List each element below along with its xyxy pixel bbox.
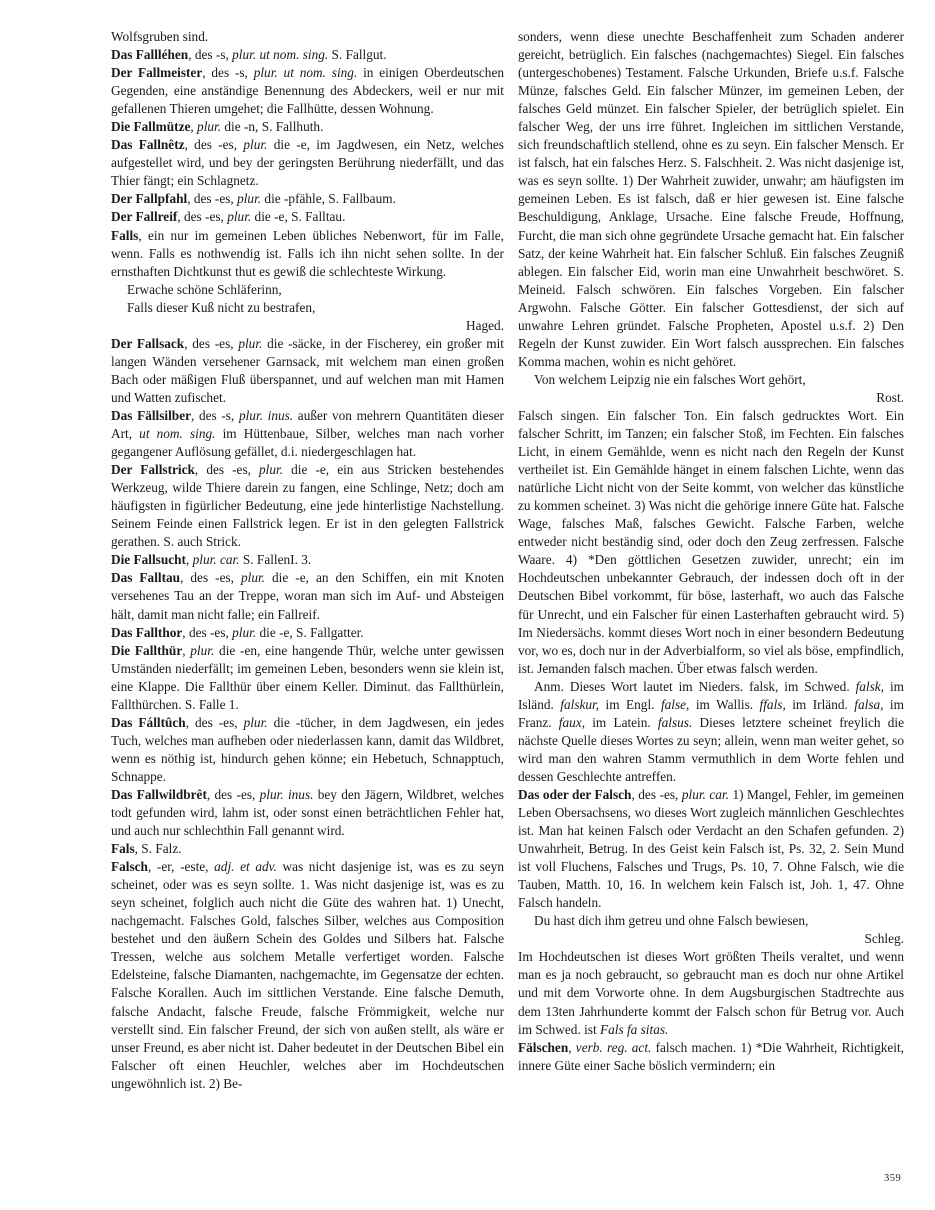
grammar-label: plur. xyxy=(243,137,268,153)
grammar-label: plur. xyxy=(240,570,266,586)
grammar-label: plur. xyxy=(259,462,284,478)
left-column xyxy=(111,28,504,1093)
grammar-label: plur. xyxy=(227,209,252,225)
entry-text: in einigen Oberdeutschen Gegenden, eine anständige Benennung des Abdeckers, weil er nur mit gefallenen Thieren umgehet; die Fallhütte, dessen Wohnung. xyxy=(111,65,505,117)
entry-headword: Der Fallsack xyxy=(111,335,185,351)
note-text: Dieses letztere scheinet freylich die nächste Quelle dieses Wortes zu seyn; allein, wenn man weiter gehet, so wird man den wahren Stamm vermuthlich in dem Worte fehlen und dessen Geschlechte antreffen. xyxy=(518,714,904,784)
grammar-label: adj. et adv. xyxy=(214,859,277,875)
dictionary-entry xyxy=(111,786,504,840)
entry-headword: Das Falltau xyxy=(111,570,181,586)
note-text: Anm. Dieses Wort lautet im Nieders. falsk, im Schwed. xyxy=(534,678,856,694)
entry-headword: Das Fallthor xyxy=(111,624,183,640)
dictionary-entry xyxy=(111,624,504,642)
note-text: im Latein. xyxy=(585,714,658,730)
dictionary-entry xyxy=(111,118,504,136)
verse-line: Falls dieser Kuß nicht zu bestrafen, xyxy=(127,299,316,315)
entry-text: , des -s, xyxy=(191,407,239,423)
paragraph xyxy=(518,948,904,1038)
entry-text: die -e, im Jagdwesen, ein Netz, welches aufgestellet wird, und bey der geringsten Berührung niederfällt, und das Thier fängt; ein Schlagnetz. xyxy=(111,137,504,189)
dictionary-entry xyxy=(111,461,504,551)
dictionary-entry xyxy=(111,136,504,190)
entry-text: S. FallenI. 3. xyxy=(239,552,312,568)
entry-text: die -pfähle, S. Fallbaum. xyxy=(261,191,396,207)
entry-headword: Die Fallmütze xyxy=(111,119,191,135)
entry-headword: Das Fallnêtz xyxy=(111,137,185,153)
entry-text: , des -es, xyxy=(180,570,241,586)
note-text: im Isländ. xyxy=(518,678,904,712)
grammar-label: plur. car. xyxy=(192,552,240,568)
quote-attribution: Rost. xyxy=(876,389,904,405)
dictionary-entry xyxy=(111,208,504,226)
dictionary-entry xyxy=(111,840,504,858)
grammar-label: plur. xyxy=(238,335,263,351)
entry-headword: Der Fallreif xyxy=(111,209,178,225)
foreign-word: faux, xyxy=(558,714,586,730)
grammar-label: plur. xyxy=(237,191,262,207)
dictionary-entry xyxy=(111,46,504,64)
grammar-label: verb. reg. act. xyxy=(575,1039,652,1055)
entry-text: , des -es, xyxy=(194,462,260,478)
grammar-label: plur. ut nom. sing. xyxy=(253,65,358,81)
dictionary-entry xyxy=(111,64,504,118)
note-text: im Engl. xyxy=(599,696,661,712)
note-text: im Franz. xyxy=(518,696,904,730)
dictionary-entry xyxy=(518,786,904,912)
foreign-word: falsa, xyxy=(854,696,884,712)
quote-attribution: Schleg. xyxy=(864,931,904,947)
entry-text: die -en, eine hangende Thür, welche unter gewissen Umständen niederfällt; im gemeinen Leben, besonders wenn sie klein ist, eine Klappe. Die Fallthür über einem Keller. Diminut. das Fallthürlein, Fallthürchen. S. Falle 1. xyxy=(111,642,504,712)
paragraph-text: Falsch singen. Ein falscher Ton. Ein falsch gedrucktes Wort. Ein falscher Schritt, im Tanzen; ein falscher Stoß, im Fechten. Ein falsches Licht, in einem Gemählde, wenn es nicht nach den Regeln der Kunst vertheilet ist. Ein Gemählde hänget in einem falschen Lichte, wenn das natürliche Licht nicht von der Seite kommt, von welcher das künstliche zu kommen scheinet. 3) Was nicht die gehörige innere Güte hat. Falsche Wage, falsches Maß, falsches Gewicht. Falsche Farben, welche entweder nicht beständig sind, oder doch den Zeug zerfressen. Falsche Waare. 4) *Den göttlichen Gesetzen zuwider, unrecht; ein im Hochdeutschen unbekannter Gebrauch, der indessen doch oft in der Deutschen Bibel vorkommt, für böse, lasterhaft, wo auch das Falsche für Unrecht, und ein Falscher für einen Lasterhaften gebraucht wird. 5) Im Niedersächs. kommt dieses Wort noch in einer besondern Bedeutung vor, wo es, doch nur in der Adverbialform, so viel als böse, empfindlich, ist. Jemanden falsch machen. Über etwas falsch werden. xyxy=(518,407,904,676)
note-text: im Wallis. xyxy=(689,696,760,712)
grammar-label: plur. ut nom. sing. xyxy=(232,47,329,63)
dictionary-entry xyxy=(111,551,504,569)
entry-text: die -e, an den Schiffen, ein mit Knoten versehenes Tau an der Treppe, woran man sich im Auf- und Absteigen hält, damit man nicht falle; ein Fallreif. xyxy=(111,570,504,622)
entry-headword: Falsch xyxy=(111,859,148,875)
entry-headword: Der Fallmeister xyxy=(111,65,203,81)
grammar-label: plur. xyxy=(190,642,215,658)
entry-headword: Der Fallstrick xyxy=(111,462,195,478)
quote-attribution: Haged. xyxy=(465,317,504,333)
entry-text: die -e, S. Fallgatter. xyxy=(256,624,364,640)
foreign-word: ffals, xyxy=(759,696,786,712)
entry-text: , des -es, xyxy=(187,191,238,207)
entry-text: , des -s, xyxy=(188,47,233,63)
paragraph xyxy=(111,28,504,46)
paragraph xyxy=(518,407,904,678)
foreign-word: falsus. xyxy=(657,714,693,730)
dictionary-entry xyxy=(111,190,504,208)
foreign-phrase: Fals fa sitas. xyxy=(600,1021,669,1037)
entry-text: S. Fallgut. xyxy=(328,47,387,63)
entry-text: , des -s, xyxy=(202,65,254,81)
entry-headword: Das Fallwildbrêt xyxy=(111,786,207,802)
dictionary-entry xyxy=(111,569,504,623)
entry-text: außer von mehrern Quantitäten dieser Art, xyxy=(111,407,504,442)
entry-text: , des -es, xyxy=(631,786,682,802)
entry-headword: Die Fallthür xyxy=(111,642,183,658)
verse-line: Erwache schöne Schläferinn, xyxy=(127,281,282,297)
entry-text: , xyxy=(190,119,198,135)
entry-text: , des -es, xyxy=(184,137,244,153)
dictionary-entry xyxy=(111,227,504,281)
entry-text: , xyxy=(568,1039,576,1055)
entry-text: , xyxy=(182,642,191,658)
etymology-note xyxy=(518,678,904,786)
paragraph-text: Wolfsgruben sind. xyxy=(111,29,209,44)
grammar-label: ut nom. sing. xyxy=(139,426,216,442)
paragraph xyxy=(518,28,904,371)
entry-headword: Falls xyxy=(111,227,139,243)
paragraph-text: Im Hochdeutschen ist dieses Wort größten Theils veraltet, und wenn man es ja noch gebraucht, so gebraucht man es doch nur ohne Artikel und mit dem Vorworte ohne. In dem Augsburgischen Stadtrechte aus dem 13ten Jahrhunderte kommt der Falsch schon für Betrug vor. Auch im Schwed. ist xyxy=(518,949,904,1037)
entry-headword: Fals xyxy=(111,841,135,857)
entry-text: , des -es, xyxy=(184,335,239,351)
entry-text: im Hüttenbaue, Silber, welches man nach vorher gegangener Auflösung gefället, d.i. niedergeschlagen hat. xyxy=(111,426,504,460)
page-number: 359 xyxy=(884,1173,902,1184)
dictionary-entry xyxy=(111,858,504,1093)
entry-headword: Der Fallpfahl xyxy=(111,191,188,207)
entry-headword: Fälschen xyxy=(518,1039,569,1055)
verse-line: Von welchem Leipzig nie ein falsches Wort gehört, xyxy=(534,371,806,387)
entry-text: , -er, -este, xyxy=(147,859,215,875)
entry-text: , ein nur im gemeinen Leben übliches Nebenwort, für im Falle, wenn. Falls es nothwendig ist. Falls ich ihn nicht sehen sollte. In der ernsthaften Dichtkunst thut es gewiß die schlechteste Wirkung. xyxy=(111,227,504,279)
entry-text: bey den Jägern, Wildbret, welches todt gefunden wird, lahm ist, oder sonst einen beträchtlichen Fehler hat, und auch nur schlechthin Fall genannt wird. xyxy=(111,786,504,839)
dictionary-entry xyxy=(111,714,504,786)
entry-headword: Das Fallléhen xyxy=(111,47,189,63)
entry-text: die -n, S. Fallhuth. xyxy=(221,119,324,135)
paragraph-text: sonders, wenn diese unechte Beschaffenheit zum Schaden anderer gereicht, betrüglich. Ein falsches (nachgemachtes) Siegel. Ein falsches (untergeschobenes) Testament. Falsche Urkunden, Briefe u.s.f. Falsche Münze, falsches Geld. Ein falscher Münzer, im gemeinen Leben, der falsches Geld münzet. Ein falscher Spieler, der betrüglich spielet. Ein falscher Weg, der uns irre führet. Ingleichen im sittlichen Verstande, sich freundschaftlich stellend, ohne es zu seyn. Ein falscher Mensch. Er ist falsch, hat ein falsches Herz. S. Falschheit. 2. Was nicht dasjenige ist, was es seyn sollte. 1) Der Wahrheit zuwider, unwahr; am häufigsten im gemeinen Leben. Es ist falsch, daß er hier gewesen ist. Eine falsche Beschuldigung, Anklage, Ursache. Eine falsche Freude, Hoffnung, Furcht, die man sich ohne gegründete Ursache gemacht hat. Ein falscher Satz, der keine Wahrheit hat. Ein falscher Schluß. Ein falsches Zeugniß ablegen. Ein falscher Eid, worin man eine Unwahrheit beschwöret. S. Meineid. Falsch schwören. Ein falsches Vorgeben. Ein falscher Argwohn. Falsche Götter. Ein falscher Gottesdienst, der sich auf unwahre Lehren gründet. Falsche Propheten, Apostel u.s.f. 2) Den Regeln der Kunst zuwider. Ein Wort falsch aussprechen. Ein falsches Komma machen, wohin es nicht gehöret. xyxy=(518,29,904,369)
entry-text: , des -es, xyxy=(185,714,244,730)
entry-headword: Die Fallsucht xyxy=(111,552,186,568)
entry-text: was nicht dasjenige ist, was es zu seyn scheinet, oder was es seyn sollte. 1. Was nicht dasjenige ist, was es zu seyn scheinet, folglich auch nicht die Güte des wahren hat. 1) Unecht, nachgemacht. Falsches Gold, falsches Silber, welches aus Composition bestehet und den äußern Schein des Goldes und Silbers hat. Falsche Tressen, welche aus solchem Metalle verfertiget worden. Falsche Edelsteine, falsche Diamanten, nachgemachte, im Gegensatze der echten. Falsche Korallen. Auch im sittlichen Verstande. Eine falsche Demuth, falsche Andacht, falsche Freude, falsche Frömmigkeit, welche nur verstellt sind. Ein falscher Freund, der sich von außen stellt, als wäre er unser Freund, es aber nicht ist. Daher bedeutet in der Deutschen Bibel ein Falscher oft einen Heuchler, welches aber im Hochdeutschen ungewöhnlich ist. 2) Be- xyxy=(111,859,504,1091)
entry-text: , des -es, xyxy=(182,624,233,640)
grammar-label: plur. inus. xyxy=(259,786,314,802)
dictionary-entry xyxy=(111,335,504,407)
grammar-label: plur. xyxy=(243,714,268,730)
verse-line: Du hast dich ihm getreu und ohne Falsch bewiesen, xyxy=(534,913,809,929)
grammar-label: plur. inus. xyxy=(238,407,294,423)
entry-text: , des -es, xyxy=(177,209,228,225)
grammar-label: plur. car. xyxy=(681,786,729,802)
entry-text: die -säcke, in der Fischerey, ein großer mit langen Wänden versehener Garnsack, mit welchem man einen großen Bach oder mäßigen Fluß überspannet, und auf welchen man mit Hamen und Watten zufischet. xyxy=(111,335,504,405)
dictionary-entry xyxy=(111,407,504,461)
grammar-label: plur. xyxy=(197,119,222,135)
entry-text: , xyxy=(185,552,193,568)
dictionary-entry xyxy=(518,1039,904,1075)
right-column xyxy=(518,28,904,1075)
entry-text: die -e, S. Falltau. xyxy=(251,209,346,225)
entry-text: 1) Mangel, Fehler, im gemeinen Leben Obersachsens, wo dieses Wort zugleich männlichen Geschlechtes ist. Man hat keinen Falsch oder Verdacht an den Schafen gefunden. 2) Unwahrheit, Betrug. In des Geist kein Falsch ist, Ps. 32, 2. Sein Mund ist voll Fluchens, Falsches und Trugs, Ps. 10, 7. Ohne Falsch, wie die Tauben, Matth. 10, 16. In welchem kein Falsch ist, Joh. 1, 47. Ohne Falsch handeln. xyxy=(518,786,904,911)
foreign-word: false, xyxy=(660,696,690,712)
entry-text: falsch machen. 1) *Die Wahrheit, Richtigkeit, innere Güte einer Sache böslich vermindern; ein xyxy=(518,1039,904,1073)
entry-headword: Das oder der Falsch xyxy=(518,786,632,802)
entry-headword: Das Fällsilber xyxy=(111,407,192,423)
grammar-label: plur. xyxy=(232,624,257,640)
foreign-word: falskur, xyxy=(560,696,600,712)
dictionary-entry xyxy=(111,642,504,714)
note-text: im Irländ. xyxy=(785,696,855,712)
entry-text: die -e, ein aus Stricken bestehendes Werkzeug, wilde Thiere darein zu fangen, eine Schlinge, Netz; doch am häufigsten in figürlicher Bedeutung, eine jede hinterlistige Nachstellung. Seinem Feinde einen Fallstrick legen. Er ist in den gelegten Fallstrick gerathen. S. auch Strick. xyxy=(111,462,504,550)
foreign-word: falsk, xyxy=(855,678,885,694)
entry-text: , S. Falz. xyxy=(134,841,182,857)
entry-text: , des -es, xyxy=(206,786,260,802)
entry-text: die -tücher, in dem Jagdwesen, ein jedes Tuch, welches man aufheben oder niederlassen kann, damit das Wildbret, wenn es nöthig ist, hindurch gehen könne; ein Hebetuch, Schnapptuch, Schnappe. xyxy=(111,714,504,784)
entry-headword: Das Fálltûch xyxy=(111,714,186,730)
